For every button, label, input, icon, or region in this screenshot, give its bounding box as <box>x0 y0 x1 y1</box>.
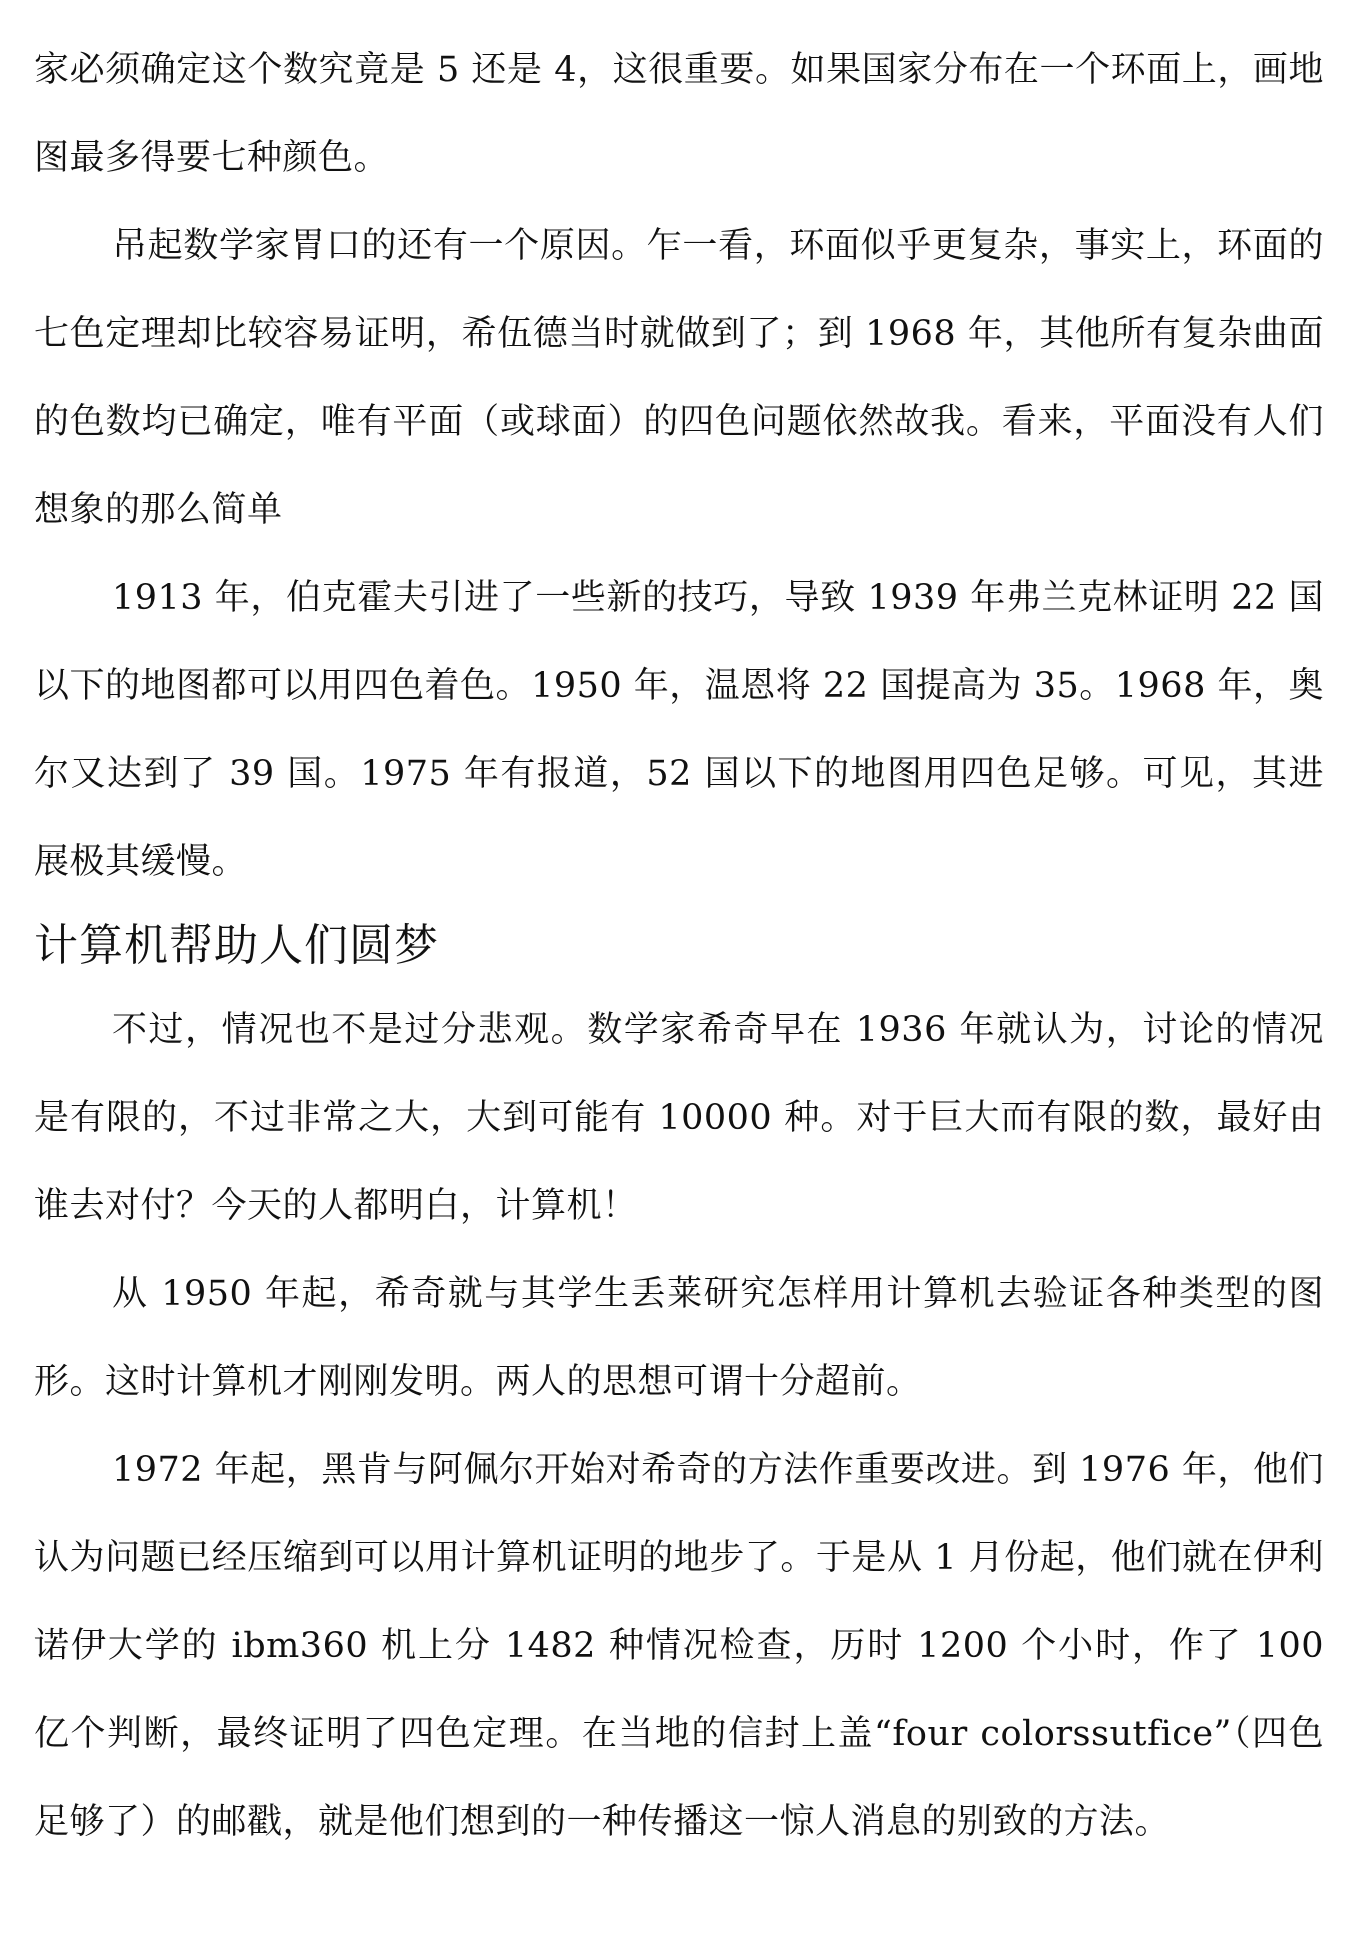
document-page <box>34 0 1324 1866</box>
paragraph-torus-theorem: 吊起数学家胃口的还有一个原因。乍一看，环面似乎更复杂，事实上，环面的七色定理却比较容易证明，希伍德当时就做到了；到 1968 年，其他所有复杂曲面的色数均已确定，唯有平面（或球面）的四色问题依然故我。看来，平面没有人们想象的那么简单 <box>34 226 1324 530</box>
paragraph-computer-proof: 1972 年起，黑肯与阿佩尔开始对希奇的方法作重要改进。到 1976 年，他们认为问题已经压缩到可以用计算机证明的地步了。于是从 1 月份起，他们就在伊利诺伊大学的 ibm360 机上分 1482 种情况检查，历时 1200 个小时，作了 100 亿个判断，最终证明了四色定理。在当地的信封上盖“four colorssutfice”（四色足够了）的邮戳，就是他们想到的一种传播这一惊人消息的别致的方法。 <box>34 1450 1324 1842</box>
paragraph-heesch-research: 从 1950 年起，希奇就与其学生丢莱研究怎样用计算机去验证各种类型的图形。这时计算机才刚刚发明。两人的思想可谓十分超前。 <box>34 1274 1324 1402</box>
paragraph-continuation: 家必须确定这个数究竟是 5 还是 4，这很重要。如果国家分布在一个环面上，画地图最多得要七种颜色。 <box>34 50 1324 178</box>
section-heading: 计算机帮助人们圆梦 <box>34 920 439 971</box>
paragraph-progress-history: 1913 年，伯克霍夫引进了一些新的技巧，导致 1939 年弗兰克林证明 22 国以下的地图都可以用四色着色。1950 年，温恩将 22 国提高为 35。1968 年，奥尔又达到了 39 国。1975 年有报道，52 国以下的地图用四色足够。可见，其进展极其缓慢。 <box>34 578 1324 882</box>
paragraph-finite-cases: 不过，情况也不是过分悲观。数学家希奇早在 1936 年就认为，讨论的情况是有限的，不过非常之大，大到可能有 10000 种。对于巨大而有限的数，最好由谁去对付？今天的人都明白，计算机！ <box>34 1010 1324 1226</box>
